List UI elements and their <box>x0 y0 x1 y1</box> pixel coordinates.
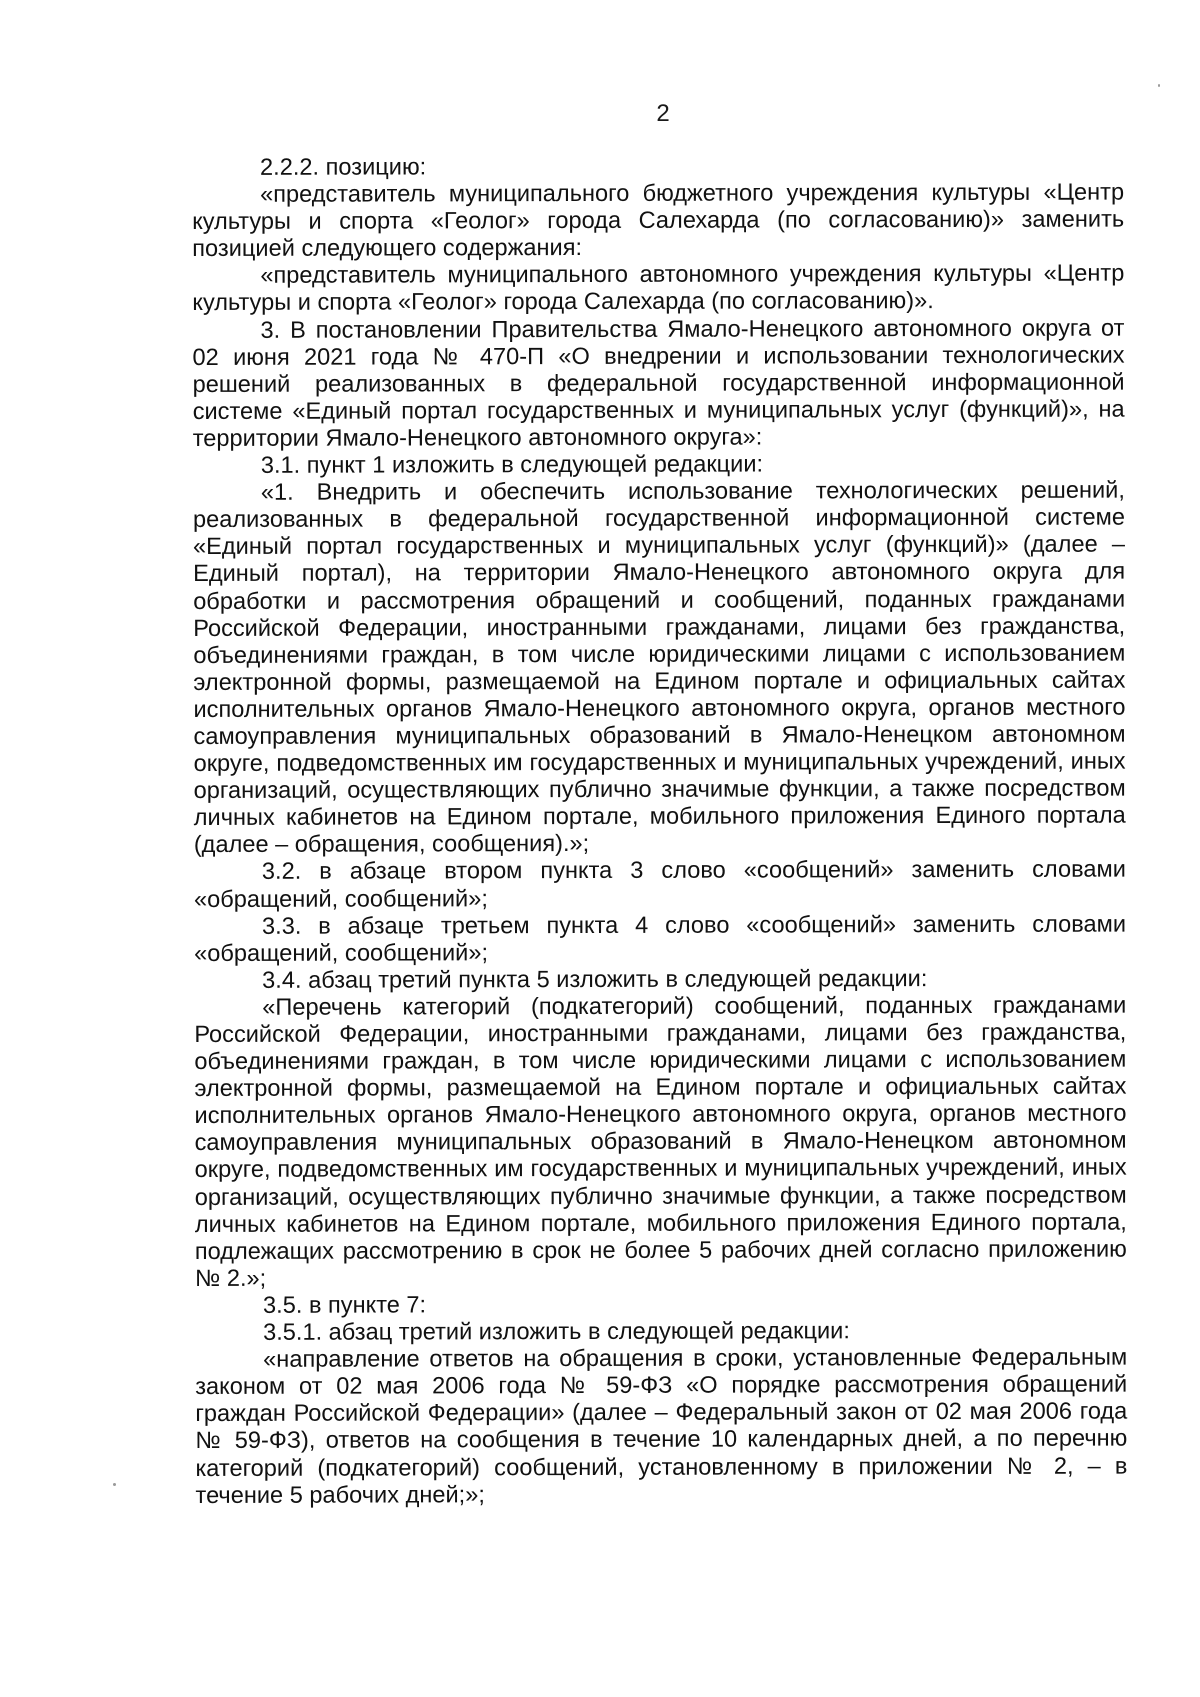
paragraph-old-position: «представитель муниципального бюджетного учреждения культуры «Центр культуры и спорта «Геолог» города Салехарда (по согласованию)» заменить позицией следующего содержания: <box>192 179 1125 263</box>
page-number: 2 <box>656 100 670 127</box>
document-body <box>192 153 1128 1510</box>
paragraph-3-2: 3.2. в абзаце втором пункта 3 слово «сообщений» заменить словами «обращений, сообщений»; <box>193 856 1126 913</box>
scan-speck <box>113 1483 116 1486</box>
paragraph-3-5-1: 3.5.1. абзац третий изложить в следующей редакции: <box>263 1318 850 1346</box>
paragraph-categories-list: «Перечень категорий (подкатегорий) сообщений, поданных гражданами Российской Федерации, иностранными гражданами, лицами без гражданства, объединениями граждан, в том числе юридическими лицами с использованием электронной формы, размещаемой на Едином портале и официальных сайтах исполнительных органов Ямало-Ненецкого автономного округа, органов местного самоуправления муниципальных образований в Ямало-Ненецком автономном округе, подведомственных им государственных и муниципальных учреждений, иных организаций, осуществляющих публично значимые функции, а также посредством личных кабинетов на Едином портале, мобильного приложения Единого портала, подлежащих рассмотрению в срок не более 5 рабочих дней согласно приложению № 2.»; <box>194 992 1127 1292</box>
paragraph-3-3: 3.3. в абзаце третьем пункта 4 слово «сообщений» заменить словами «обращений, сообщений»; <box>194 911 1127 967</box>
paragraph-3: 3. В постановлении Правительства Ямало-Ненецкого автономного округа от 02 июня 2021 года № 470-П «О внедрении и использовании технологических решений реализованных в федеральной государственной информационной системе «Единый портал государственных и муниципальных услуг (функций)», на территории Ямало-Ненецкого автономного округа»: <box>192 315 1125 452</box>
paragraph-3-4: 3.4. абзац третий пункта 5 изложить в следующей редакции: <box>262 965 928 994</box>
paragraph-responses-text: «направление ответов на обращения в сроки, установленные Федеральным законом от 02 мая 2006 года № 59-ФЗ «О порядке рассмотрения обращений граждан Российской Федерации» (далее – Федеральный закон от 02 мая 2006 года № 59-ФЗ), ответов на сообщения в течение 10 календарных дней, а по перечню категорий (подкатегорий) сообщений, установленному в приложении № 2, – в течение 5 рабочих дней;»; <box>195 1344 1128 1509</box>
paragraph-3-5: 3.5. в пункте 7: <box>262 1292 427 1319</box>
scan-speck <box>1158 84 1160 87</box>
paragraph-3-1: 3.1. пункт 1 изложить в следующей редакции: <box>260 451 764 479</box>
paragraph-2-2-2: 2.2.2. позицию: <box>259 154 427 181</box>
paragraph-point-1-text: «1. Внедрить и обеспечить использование технологических решений, реализованных в федеральной государственной информационной системе «Единый портал государственных и муниципальных услуг (функций)» (далее – Единый портал), на территории Ямало-Ненецкого автономного округа для обработки и рассмотрения обращений и сообщений, поданных гражданами Российской Федерации, иностранными гражданами, лицами без гражданства, объединениями граждан, в том числе юридическими лицами с использованием электронной формы, размещаемой на Едином портале и официальных сайтах исполнительных органов Ямало-Ненецкого автономного округа, органов местного самоуправления муниципальных образований в Ямало-Ненецком автономном округе, подведомственных им государственных и муниципальных учреждений, иных организаций, осуществляющих публично значимые функции, а также посредством личных кабинетов на Едином портале, мобильного приложения Единого портала (далее – обращения, сообщения).»; <box>192 477 1126 859</box>
paragraph-new-position: «представитель муниципального автономного учреждения культуры «Центр культуры и спорта «Геолог» города Салехарда (по согласованию)». <box>192 260 1125 317</box>
